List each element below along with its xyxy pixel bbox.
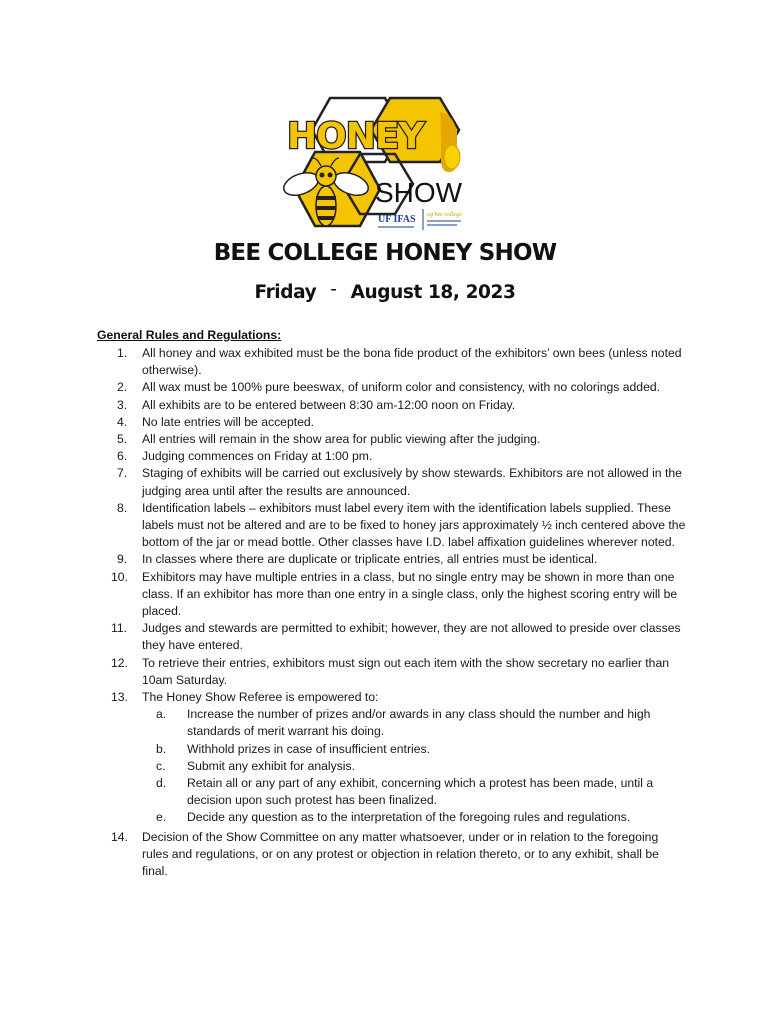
logo-fine-print xyxy=(378,226,414,228)
sub-rule-letter: d. xyxy=(156,776,167,791)
rule-text: Judges and stewards are permitted to exhibit; however, they are not allowed to preside over classes they have entered. xyxy=(142,621,681,653)
event-date: August 18, 2023 xyxy=(350,282,516,303)
rule-item xyxy=(97,379,687,396)
rule-number: 5. xyxy=(117,432,128,447)
bee-college-logo: ag bee college xyxy=(427,212,462,218)
logo-show-word: SHOW xyxy=(375,177,463,208)
event-day: Friday xyxy=(254,282,317,303)
rule-number: 2. xyxy=(117,380,128,395)
rule-number: 11. xyxy=(111,621,128,636)
rule-item xyxy=(97,551,687,568)
rule-text: All exhibits are to be entered between 8:30 am-12:00 noon on Friday. xyxy=(142,397,516,412)
rule-item xyxy=(97,465,687,499)
rule-item xyxy=(97,500,687,552)
rule-item xyxy=(97,414,687,431)
sub-rule-text: Increase the number of prizes and/or awards in any class should the number and high standards of merit warrant his doing. xyxy=(187,707,651,739)
rule-number: 6. xyxy=(117,449,128,464)
rule-number: 12. xyxy=(111,655,128,670)
rule-number: 10. xyxy=(111,569,128,584)
sub-rule-letter: c. xyxy=(156,758,166,773)
rule-number: 1. xyxy=(117,346,128,360)
sub-rule-text: Submit any exhibit for analysis. xyxy=(187,758,355,773)
date-separator: - xyxy=(330,279,337,300)
sub-rule-item xyxy=(142,809,687,826)
rule-item xyxy=(97,431,687,448)
rule-number: 14. xyxy=(111,829,128,844)
rule-text: All honey and wax exhibited must be the bona fide product of the exhibitors’ own bees (unless noted otherwise). xyxy=(142,346,682,378)
rule-text: In classes where there are duplicate or triplicate entries, all entries must be identical. xyxy=(142,552,598,567)
rule-number: 13. xyxy=(111,690,128,705)
referee-powers-list xyxy=(142,706,687,826)
sub-rule-text: Withhold prizes in case of insufficient entries. xyxy=(187,741,430,756)
rule-item xyxy=(97,689,687,827)
uf-ifas-logo: UF IFAS xyxy=(378,214,416,225)
sub-rule-item xyxy=(142,706,687,740)
rule-number: 3. xyxy=(117,397,128,412)
sub-rule-item xyxy=(142,758,687,775)
logo-honey-word: HONEY xyxy=(287,116,424,157)
rule-text: To retrieve their entries, exhibitors must sign out each item with the show secretary no earlier than 10am Saturday. xyxy=(142,655,670,687)
rule-item xyxy=(97,397,687,414)
logo-fine-print xyxy=(427,220,461,222)
rule-text: The Honey Show Referee is empowered to: xyxy=(142,690,379,705)
rule-text: All wax must be 100% pure beeswax, of uniform color and consistency, with no colorings added. xyxy=(142,380,661,395)
sub-rule-item xyxy=(142,741,687,758)
sub-rule-text: Retain all or any part of any exhibit, concerning which a protest has been made, until a decision upon such protest has been finalized. xyxy=(187,776,654,808)
rule-number: 8. xyxy=(117,500,128,515)
rule-text: Identification labels – exhibitors must label every item with the identification labels supplied. These labels must not be altered and are to be fixed to honey jars approximately ½ inch centered above the bottom of the jar or mead bottle. Other classes have I.D. label affixation guidelines wherever noted. xyxy=(142,500,686,550)
sub-rule-letter: e. xyxy=(156,810,167,825)
sub-rule-item xyxy=(142,775,687,809)
honey-show-logo xyxy=(275,92,495,237)
rule-text: Decision of the Show Committee on any matter whatsoever, under or in relation to the foregoing rules and regulations, or on any protest or objection in relation thereto, or to any exhibit, shall be final. xyxy=(142,829,659,879)
rule-text: All entries will remain in the show area for public viewing after the judging. xyxy=(142,432,541,447)
rule-number: 4. xyxy=(117,414,128,429)
event-date-line xyxy=(0,279,770,303)
rule-item xyxy=(97,829,687,881)
rule-number: 7. xyxy=(117,466,128,481)
rule-item xyxy=(97,620,687,654)
rule-item xyxy=(97,345,687,379)
rule-text: Judging commences on Friday at 1:00 pm. xyxy=(142,449,373,464)
logo-fine-print xyxy=(427,224,457,226)
honey-drop-icon xyxy=(444,145,460,169)
sub-rule-text: Decide any question as to the interpretation of the foregoing rules and regulations. xyxy=(187,810,631,825)
rule-item xyxy=(97,448,687,465)
rule-item xyxy=(97,655,687,689)
rules-list xyxy=(97,345,687,880)
page-title: BEE COLLEGE HONEY SHOW xyxy=(213,240,557,266)
sub-rule-letter: b. xyxy=(156,741,167,756)
rule-number: 9. xyxy=(117,552,128,567)
sub-rule-letter: a. xyxy=(156,707,167,722)
rule-item xyxy=(97,569,687,621)
rule-text: Exhibitors may have multiple entries in a class, but no single entry may be shown in more than one class. If an exhibitor has more than one entry in a single class, only the highest scoring entry will be placed. xyxy=(142,569,678,619)
rule-text: Staging of exhibits will be carried out exclusively by show stewards. Exhibitors are not allowed in the judging area until after the results are announced. xyxy=(142,466,682,498)
rule-text: No late entries will be accepted. xyxy=(142,414,315,429)
section-heading: General Rules and Regulations: xyxy=(97,328,282,342)
